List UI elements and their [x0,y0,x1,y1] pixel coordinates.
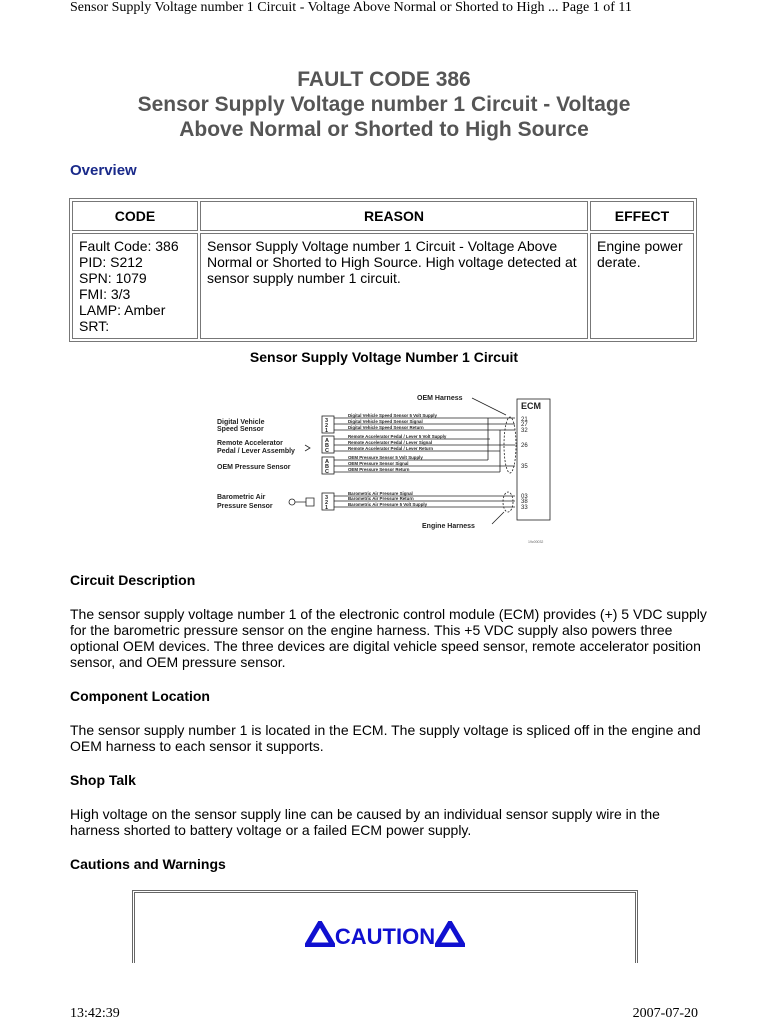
figure-id: 19c00032 [528,540,544,544]
engine-harness-label: Engine Harness [422,523,475,530]
wire-label: Remote Accelerator Pedal / Lever Signal [348,440,433,445]
pin-label: B [325,464,329,470]
section-body: The sensor supply voltage number 1 of the electronic control module (ECM) provides (+) 5 VDC supply for the barometric pressure sensor on the engine harness. This +5 VDC supply also powers three optional OEM devices. The three devices are digital vehicle speed sensor, remote accelerator position sensor, and OEM pressure sensor. [70,606,707,670]
sensor-label: Barometric Air [217,494,266,501]
title-line-3: Above Normal or Shorted to High Source [179,118,589,141]
wiring-diagram [210,385,560,550]
page-header: Sensor Supply Voltage number 1 Circuit - Voltage Above Normal or Shorted to High ... Page 1 of 11 [70,0,632,15]
ecm-pin: 35 [521,464,528,470]
fault-code-title: FAULT CODE 386 [297,68,471,91]
title-line-2: Sensor Supply Voltage number 1 Circuit - Voltage [137,93,631,116]
code-line: PID: S212 [79,254,143,270]
sensor-label: Speed Sensor [217,426,264,433]
wire-label: OEM Pressure Sensor 5 Volt Supply [348,455,423,460]
caution-label: CAUTION [334,924,436,949]
ecm-pin: 32 [521,428,528,434]
reason-cell: Sensor Supply Voltage number 1 Circuit - Voltage Above Normal or Shorted to High Source. High voltage detected at sensor supply number 1 circuit. [200,233,588,339]
ecm-pin: 27 [521,422,528,428]
pin-label: C [325,469,329,475]
wire-label: Digital Vehicle Speed Sensor Return [348,425,424,430]
section-heading: Cautions and Warnings [70,856,226,872]
section-heading: Circuit Description [70,572,196,588]
pin-label: B [325,443,329,449]
ecm-pin: 38 [521,499,528,505]
code-line: LAMP: Amber [79,302,166,318]
wire-label: OEM Pressure Sensor Signal [348,461,409,466]
footer-time: 13:42:39 [70,1006,120,1021]
ecm-pin: 26 [521,443,528,449]
section-heading: Shop Talk [70,772,136,788]
pin-label: 1 [325,505,329,511]
code-line: SPN: 1079 [79,270,147,286]
wire-label: Digital Vehicle Speed Sensor Signal [348,419,423,424]
diagram-caption: Sensor Supply Voltage Number 1 Circuit [249,349,519,365]
sensor-label: Pressure Sensor [217,503,273,510]
effect-cell: Engine power derate. [590,233,694,339]
footer-date: 2007-07-20 [632,1006,698,1021]
ecm-pin: 33 [521,505,528,511]
oem-harness-label: OEM Harness [417,395,463,402]
fault-table [69,198,697,342]
pin-label: 3 [325,418,329,424]
ecm-label: ECM [521,401,541,411]
code-cell [72,233,198,339]
pin-label: 1 [325,428,329,434]
col-code: CODE [72,201,198,231]
col-reason: REASON [200,201,588,231]
section-heading: Component Location [70,688,210,704]
pin-label: 2 [325,500,329,506]
pin-label: 3 [325,495,329,501]
caution-banner [135,921,635,950]
sensor-label: Digital Vehicle [217,419,265,426]
caution-box [132,890,638,963]
code-line: SRT: [79,318,110,334]
ecm-pin: 21 [521,417,528,423]
sensor-label: OEM Pressure Sensor [217,464,291,471]
pin-label: A [325,438,329,444]
wire-label: OEM Pressure Sensor Return [348,467,410,472]
table-row [72,233,694,339]
table-header-row [72,201,694,231]
pin-label: A [325,459,329,465]
warning-triangle-icon [435,921,465,947]
overview-heading: Overview [70,162,137,179]
col-effect: EFFECT [590,201,694,231]
code-line: FMI: 3/3 [79,286,131,302]
wire-label: Barometric Air Pressure Return [348,496,414,501]
wire-label: Barometric Air Pressure Signal [348,491,413,496]
wire-label: Remote Accelerator Pedal / Lever 5 Volt Supply [348,434,447,439]
sensor-label: Pedal / Lever Assembly [217,448,295,455]
ecm-pin: 03 [521,494,528,500]
section-body: High voltage on the sensor supply line can be caused by an individual sensor supply wire in the harness shorted to battery voltage or a failed ECM power supply. [70,806,660,838]
warning-triangle-icon [305,921,335,947]
wire-label: Barometric Air Pressure 5 Volt Supply [348,502,428,507]
section-body: The sensor supply number 1 is located in the ECM. The supply voltage is spliced off in the engine and OEM harness to each sensor it supports. [70,722,701,754]
pin-label: 2 [325,423,329,429]
wire-label: Remote Accelerator Pedal / Lever Return [348,446,433,451]
wire-label: Digital Vehicle Speed Sensor 5 Volt Supply [348,413,437,418]
sensor-label: Remote Accelerator [217,440,283,447]
pin-label: C [325,448,329,454]
code-line: Fault Code: 386 [79,238,179,254]
